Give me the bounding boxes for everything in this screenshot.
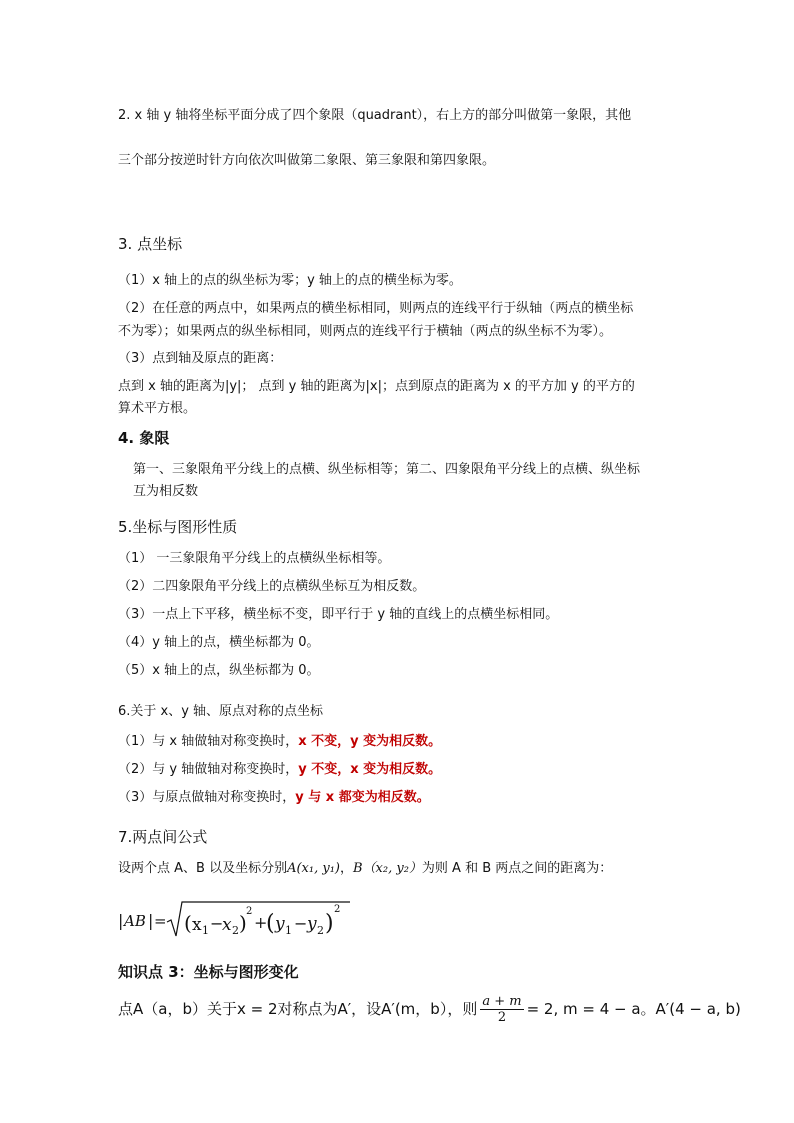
svg-text:x: x (192, 915, 202, 935)
svg-text:1: 1 (285, 924, 292, 937)
s3-item-2b: 不为零）；如果两点的纵坐标相同，则两点的连线平行于横轴（两点的纵坐标不为零）。 (118, 324, 613, 339)
s6-item-2-emphasis: y 不变，x 变为相反数。 (298, 762, 442, 777)
svg-text:2: 2 (246, 906, 253, 917)
section-5-heading: 5.坐标与图形性质 (118, 518, 238, 536)
point-b-coords: B（x₂, y₂） (353, 861, 422, 876)
s3-item-1: （1）x 轴上的点的纵坐标为零；y 轴上的点的横坐标为零。 (118, 273, 462, 288)
knowledge-point-3-heading: 知识点 3：坐标与图形变化 (118, 963, 299, 981)
svg-text:): ) (325, 911, 334, 936)
svg-text:(: ( (184, 911, 192, 935)
s4-text-a: 第一、三象限角平分线上的点横、纵坐标相等；第二、四象限角平分线上的点横、纵坐标 (133, 462, 641, 477)
section-3-heading: 3. 点坐标 (118, 235, 183, 253)
s5-item: （2）二四象限角平分线上的点横纵坐标互为相反数。 (118, 579, 426, 594)
section-7-heading: 7.两点间公式 (118, 828, 208, 846)
s6-item-2 (118, 761, 441, 779)
point-a-coords: A(x₁, y₁) (287, 861, 340, 876)
svg-text:2: 2 (232, 924, 239, 937)
s6-item-1-emphasis: x 不变，y 变为相反数。 (298, 734, 442, 749)
s5-item: （4）y 轴上的点，横坐标都为 0。 (118, 635, 320, 650)
svg-text:+: + (254, 913, 268, 932)
section-6-heading: 6.关于 x、y 轴、原点对称的点坐标 (118, 704, 324, 719)
svg-text:y: y (307, 914, 317, 934)
s3-distance-b: 算术平方根。 (118, 401, 197, 416)
svg-text:=: = (154, 912, 167, 930)
svg-text:(: ( (266, 911, 275, 936)
svg-text:x: x (222, 915, 232, 935)
svg-text:2: 2 (334, 904, 341, 915)
s5-item: （1） 一三象限角平分线上的点横纵坐标相等。 (118, 551, 391, 566)
s7-intro-b: 为则 A 和 B 两点之间的距离为： (421, 861, 613, 876)
quadrant-def-line2: 三个部分按逆时针方向依次叫做第二象限、第三象限和第四象限。 (118, 153, 496, 168)
k3-fraction-numerator: a + m (482, 994, 522, 1009)
s4-text-b: 互为相反数 (133, 484, 199, 499)
s6-item-2-plain: （2）与 y 轴做轴对称变换时， (118, 762, 299, 777)
s7-intro-a: 设两个点 A、B 以及坐标分别 (118, 861, 288, 876)
svg-text:): ) (239, 911, 247, 935)
s3-distance-a: 点到 x 轴的距离为|y|； 点到 y 轴的距离为|x|；点到原点的距离为 x 的平方加 y 的平方的 (118, 379, 635, 394)
s6-item-3 (118, 789, 430, 807)
s6-item-3-plain: （3）与原点做轴对称变换时， (118, 790, 296, 805)
svg-text:−: − (210, 914, 224, 933)
s7-separator: ， (339, 861, 353, 876)
s3-item-3: （3）点到轴及原点的距离： (118, 351, 283, 366)
s3-item-2a: （2）在任意的两点中，如果两点的横坐标相同，则两点的连线平行于纵轴（两点的横坐标 (118, 301, 634, 316)
s7-intro (118, 860, 612, 878)
k3-text-a: 点A（a，b）关于x = 2对称点为A′，设A′(m，b），则 (118, 1000, 478, 1018)
svg-text:AB: AB (124, 912, 146, 930)
svg-text:|: | (148, 911, 154, 930)
svg-text:y: y (275, 914, 285, 934)
s6-item-1-plain: （1）与 x 轴做轴对称变换时， (118, 734, 299, 749)
svg-text:|: | (118, 911, 124, 930)
s5-item: （5）x 轴上的点，纵坐标都为 0。 (118, 663, 320, 678)
s6-item-1 (118, 733, 441, 751)
svg-text:2: 2 (317, 924, 324, 937)
distance-formula (118, 898, 368, 942)
svg-text:−: − (294, 914, 308, 933)
s5-item: （3）一点上下平移，横坐标不变，即平行于 y 轴的直线上的点横坐标相同。 (118, 607, 559, 622)
k3-text-b: = 2, m = 4 − a。A′(4 − a, b) (526, 1000, 741, 1018)
s6-item-3-emphasis: y 与 x 都变为相反数。 (295, 790, 430, 805)
svg-text:1: 1 (202, 924, 209, 937)
section-4-heading: 4. 象限 (118, 429, 170, 447)
k3-fraction-denominator: 2 (497, 1010, 507, 1025)
quadrant-def-line1: 2. x 轴 y 轴将坐标平面分成了四个象限（quadrant），右上方的部分叫做第一象限，其他 (118, 108, 632, 123)
k3-fraction (480, 994, 523, 1025)
k3-statement (118, 994, 741, 1025)
